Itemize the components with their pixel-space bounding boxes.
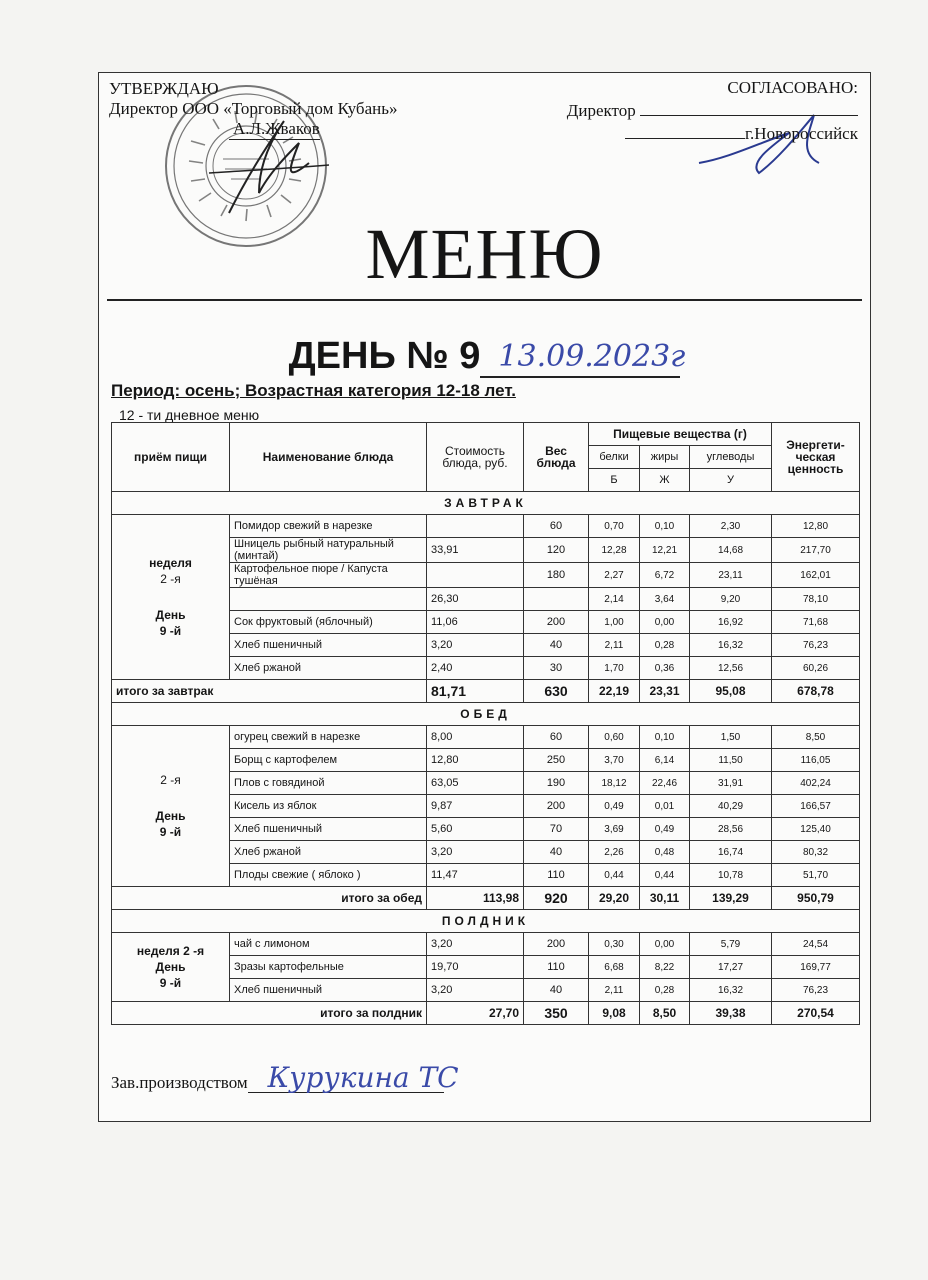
dish-weight: 190 bbox=[524, 772, 589, 795]
total-fat: 8,50 bbox=[640, 1002, 690, 1025]
energy-value: 80,32 bbox=[772, 841, 860, 864]
dish-cost: 3,20 bbox=[427, 979, 524, 1002]
protein-value: 3,70 bbox=[589, 749, 640, 772]
meal-day-line2: 9 -й bbox=[159, 624, 182, 638]
col-dish: Наименование блюда bbox=[230, 423, 427, 492]
fat-value: 8,22 bbox=[640, 956, 690, 979]
menu-table bbox=[111, 422, 860, 1025]
total-weight: 630 bbox=[524, 680, 589, 703]
dish-name: Сок фруктовый (яблочный) bbox=[230, 611, 427, 634]
meal-meal-line1: неделя bbox=[149, 556, 192, 570]
table-row bbox=[112, 515, 860, 538]
total-cost: 81,71 bbox=[427, 680, 524, 703]
handwritten-date: 13.09.2023г bbox=[498, 339, 686, 374]
approve-label: УТВЕРЖДАЮ bbox=[109, 79, 219, 98]
fat-value: 0,44 bbox=[640, 864, 690, 887]
lunch-section bbox=[112, 703, 860, 910]
dish-weight: 40 bbox=[524, 841, 589, 864]
dish-cost: 26,30 bbox=[427, 588, 524, 611]
total-fat: 30,11 bbox=[640, 887, 690, 910]
title-divider bbox=[107, 299, 862, 301]
col-nutrients: Пищевые вещества (г) bbox=[589, 423, 772, 446]
footer bbox=[111, 1061, 459, 1094]
total-label: итого за полдник bbox=[112, 1002, 427, 1025]
city: г.Новороссийск bbox=[744, 124, 858, 143]
meal-period-cell bbox=[112, 726, 230, 887]
protein-value: 0,30 bbox=[589, 933, 640, 956]
dish-name: Картофельное пюре / Капуста тушёная bbox=[230, 563, 427, 588]
fat-value: 0,36 bbox=[640, 657, 690, 680]
dish-cost: 11,47 bbox=[427, 864, 524, 887]
protein-value: 0,49 bbox=[589, 795, 640, 818]
dish-weight: 70 bbox=[524, 818, 589, 841]
col-cost: Стоимость блюда, руб. bbox=[427, 423, 524, 492]
carb-value: 11,50 bbox=[690, 749, 772, 772]
dish-name: Хлеб пшеничный bbox=[230, 818, 427, 841]
meal-meal-line1: неделя 2 -я bbox=[136, 944, 205, 958]
meal-day-line1: День bbox=[155, 960, 186, 974]
energy-value: 71,68 bbox=[772, 611, 860, 634]
dish-weight: 200 bbox=[524, 933, 589, 956]
meal-meal-line2: 2 -я bbox=[160, 572, 181, 586]
dish-weight: 40 bbox=[524, 634, 589, 657]
handwritten-signature: Курукина ТС bbox=[267, 1061, 459, 1094]
col-carb: углеводы bbox=[690, 446, 772, 469]
carb-value: 40,29 bbox=[690, 795, 772, 818]
dish-cost: 3,20 bbox=[427, 933, 524, 956]
carb-value: 10,78 bbox=[690, 864, 772, 887]
fat-value: 0,10 bbox=[640, 726, 690, 749]
col-fat: жиры bbox=[640, 446, 690, 469]
agreed-director-label: Директор bbox=[566, 101, 636, 120]
director-org: Директор ООО «Торговый дом Кубань» bbox=[109, 99, 398, 118]
fat-value: 0,28 bbox=[640, 634, 690, 657]
dish-weight: 200 bbox=[524, 611, 589, 634]
dish-name: Хлеб ржаной bbox=[230, 841, 427, 864]
dish-name: Плов с говядиной bbox=[230, 772, 427, 795]
director-name: А.Л.Жваков bbox=[229, 119, 320, 140]
dish-cost: 5,60 bbox=[427, 818, 524, 841]
protein-value: 2,27 bbox=[589, 563, 640, 588]
protein-value: 6,68 bbox=[589, 956, 640, 979]
dish-weight: 60 bbox=[524, 726, 589, 749]
total-energy: 950,79 bbox=[772, 887, 860, 910]
dish-name bbox=[230, 588, 427, 611]
total-protein: 22,19 bbox=[589, 680, 640, 703]
meal-period-cell bbox=[112, 515, 230, 680]
col-weight: Вес блюда bbox=[524, 423, 589, 492]
col-meal: приём пищи bbox=[112, 423, 230, 492]
protein-value: 2,14 bbox=[589, 588, 640, 611]
dish-weight: 180 bbox=[524, 563, 589, 588]
section-breakfast: ЗАВТРАК bbox=[112, 492, 860, 515]
protein-value: 1,70 bbox=[589, 657, 640, 680]
carb-value: 16,32 bbox=[690, 979, 772, 1002]
carb-value: 16,32 bbox=[690, 634, 772, 657]
total-energy: 270,54 bbox=[772, 1002, 860, 1025]
dish-cost: 33,91 bbox=[427, 538, 524, 563]
dish-cost: 8,00 bbox=[427, 726, 524, 749]
total-cost: 113,98 bbox=[427, 887, 524, 910]
table-row bbox=[112, 933, 860, 956]
total-row bbox=[112, 1002, 860, 1025]
menu-cycle-label: 12 - ти дневное меню bbox=[119, 407, 260, 423]
fat-value: 12,21 bbox=[640, 538, 690, 563]
agreement-block bbox=[567, 77, 858, 145]
carb-value: 16,92 bbox=[690, 611, 772, 634]
total-label: итого за обед bbox=[112, 887, 427, 910]
total-cost: 27,70 bbox=[427, 1002, 524, 1025]
carb-value: 2,30 bbox=[690, 515, 772, 538]
energy-value: 51,70 bbox=[772, 864, 860, 887]
breakfast-section bbox=[112, 492, 860, 703]
total-protein: 9,08 bbox=[589, 1002, 640, 1025]
dish-name: Помидор свежий в нарезке bbox=[230, 515, 427, 538]
protein-value: 2,11 bbox=[589, 634, 640, 657]
total-row bbox=[112, 887, 860, 910]
carb-value: 28,56 bbox=[690, 818, 772, 841]
protein-value: 0,44 bbox=[589, 864, 640, 887]
carb-value: 16,74 bbox=[690, 841, 772, 864]
total-weight: 920 bbox=[524, 887, 589, 910]
protein-value: 3,69 bbox=[589, 818, 640, 841]
meal-meal-line1: 2 -я bbox=[160, 773, 181, 787]
meal-day-line1: День bbox=[155, 608, 186, 622]
energy-value: 166,57 bbox=[772, 795, 860, 818]
protein-value: 2,26 bbox=[589, 841, 640, 864]
production-head-label: Зав.производством bbox=[111, 1073, 248, 1092]
meal-day-line2: 9 -й bbox=[159, 825, 182, 839]
total-fat: 23,31 bbox=[640, 680, 690, 703]
sym-u: У bbox=[690, 469, 772, 492]
energy-value: 60,26 bbox=[772, 657, 860, 680]
carb-value: 12,56 bbox=[690, 657, 772, 680]
fat-value: 0,00 bbox=[640, 611, 690, 634]
dish-cost bbox=[427, 563, 524, 588]
carb-value: 1,50 bbox=[690, 726, 772, 749]
dish-weight: 30 bbox=[524, 657, 589, 680]
fat-value: 0,01 bbox=[640, 795, 690, 818]
dish-name: Хлеб пшеничный bbox=[230, 979, 427, 1002]
energy-value: 12,80 bbox=[772, 515, 860, 538]
dish-name: Шницель рыбный натуральный (минтай) bbox=[230, 538, 427, 563]
dish-cost: 9,87 bbox=[427, 795, 524, 818]
approval-block bbox=[109, 79, 397, 140]
dish-weight bbox=[524, 588, 589, 611]
energy-value: 162,01 bbox=[772, 563, 860, 588]
dish-cost bbox=[427, 515, 524, 538]
total-weight: 350 bbox=[524, 1002, 589, 1025]
dish-weight: 40 bbox=[524, 979, 589, 1002]
total-label: итого за завтрак bbox=[112, 680, 427, 703]
carb-value: 9,20 bbox=[690, 588, 772, 611]
total-energy: 678,78 bbox=[772, 680, 860, 703]
dish-name: Борщ с картофелем bbox=[230, 749, 427, 772]
energy-value: 78,10 bbox=[772, 588, 860, 611]
day-label: ДЕНЬ № 9 bbox=[288, 335, 481, 377]
dish-name: Кисель из яблок bbox=[230, 795, 427, 818]
dish-cost: 3,20 bbox=[427, 634, 524, 657]
dish-name: чай с лимоном bbox=[230, 933, 427, 956]
dish-name: Хлеб ржаной bbox=[230, 657, 427, 680]
energy-value: 76,23 bbox=[772, 979, 860, 1002]
carb-value: 31,91 bbox=[690, 772, 772, 795]
col-protein: белки bbox=[589, 446, 640, 469]
meal-period-cell bbox=[112, 933, 230, 1002]
energy-value: 125,40 bbox=[772, 818, 860, 841]
col-energy: Энергети-ческая ценность bbox=[772, 423, 860, 492]
dish-cost: 11,06 bbox=[427, 611, 524, 634]
protein-value: 2,11 bbox=[589, 979, 640, 1002]
dish-cost: 19,70 bbox=[427, 956, 524, 979]
dish-weight: 250 bbox=[524, 749, 589, 772]
dish-cost: 2,40 bbox=[427, 657, 524, 680]
menu-sheet bbox=[98, 72, 871, 1122]
protein-value: 1,00 bbox=[589, 611, 640, 634]
snack-section bbox=[112, 910, 860, 1025]
fat-value: 3,64 bbox=[640, 588, 690, 611]
total-row bbox=[112, 680, 860, 703]
carb-value: 17,27 bbox=[690, 956, 772, 979]
meal-day-line2: 9 -й bbox=[159, 976, 182, 990]
protein-value: 12,28 bbox=[589, 538, 640, 563]
carb-value: 5,79 bbox=[690, 933, 772, 956]
dish-weight: 110 bbox=[524, 864, 589, 887]
section-lunch: ОБЕД bbox=[112, 703, 860, 726]
fat-value: 0,49 bbox=[640, 818, 690, 841]
total-carb: 139,29 bbox=[690, 887, 772, 910]
dish-weight: 200 bbox=[524, 795, 589, 818]
dish-name: Хлеб пшеничный bbox=[230, 634, 427, 657]
fat-value: 0,10 bbox=[640, 515, 690, 538]
dish-cost: 63,05 bbox=[427, 772, 524, 795]
total-protein: 29,20 bbox=[589, 887, 640, 910]
sym-b: Б bbox=[589, 469, 640, 492]
dish-name: Зразы картофельные bbox=[230, 956, 427, 979]
energy-value: 116,05 bbox=[772, 749, 860, 772]
fat-value: 0,48 bbox=[640, 841, 690, 864]
energy-value: 24,54 bbox=[772, 933, 860, 956]
fat-value: 6,14 bbox=[640, 749, 690, 772]
dish-weight: 110 bbox=[524, 956, 589, 979]
energy-value: 8,50 bbox=[772, 726, 860, 749]
fat-value: 0,00 bbox=[640, 933, 690, 956]
period-line: Период: осень; Возрастная категория 12-18 лет. bbox=[111, 381, 516, 400]
meal-day-line1: День bbox=[155, 809, 186, 823]
energy-value: 169,77 bbox=[772, 956, 860, 979]
date-blank bbox=[480, 339, 686, 378]
day-heading bbox=[99, 335, 870, 378]
signature-line bbox=[248, 1061, 459, 1094]
dish-name: Плоды свежие ( яблоко ) bbox=[230, 864, 427, 887]
fat-value: 0,28 bbox=[640, 979, 690, 1002]
energy-value: 402,24 bbox=[772, 772, 860, 795]
energy-value: 76,23 bbox=[772, 634, 860, 657]
protein-value: 0,60 bbox=[589, 726, 640, 749]
section-snack: ПОЛДНИК bbox=[112, 910, 860, 933]
energy-value: 217,70 bbox=[772, 538, 860, 563]
dish-weight: 60 bbox=[524, 515, 589, 538]
agreed-director-line bbox=[567, 99, 858, 122]
dish-name: огурец свежий в нарезке bbox=[230, 726, 427, 749]
city-line bbox=[567, 122, 858, 145]
protein-value: 0,70 bbox=[589, 515, 640, 538]
fat-value: 6,72 bbox=[640, 563, 690, 588]
carb-value: 23,11 bbox=[690, 563, 772, 588]
carb-value: 14,68 bbox=[690, 538, 772, 563]
director-name-line bbox=[109, 119, 397, 140]
protein-value: 18,12 bbox=[589, 772, 640, 795]
sym-zh: Ж bbox=[640, 469, 690, 492]
dish-cost: 3,20 bbox=[427, 841, 524, 864]
agreed-label: СОГЛАСОВАНО: bbox=[727, 78, 858, 97]
dish-cost: 12,80 bbox=[427, 749, 524, 772]
table-row bbox=[112, 726, 860, 749]
page-title: МЕНЮ bbox=[365, 214, 604, 294]
total-carb: 39,38 bbox=[690, 1002, 772, 1025]
fat-value: 22,46 bbox=[640, 772, 690, 795]
dish-weight: 120 bbox=[524, 538, 589, 563]
total-carb: 95,08 bbox=[690, 680, 772, 703]
